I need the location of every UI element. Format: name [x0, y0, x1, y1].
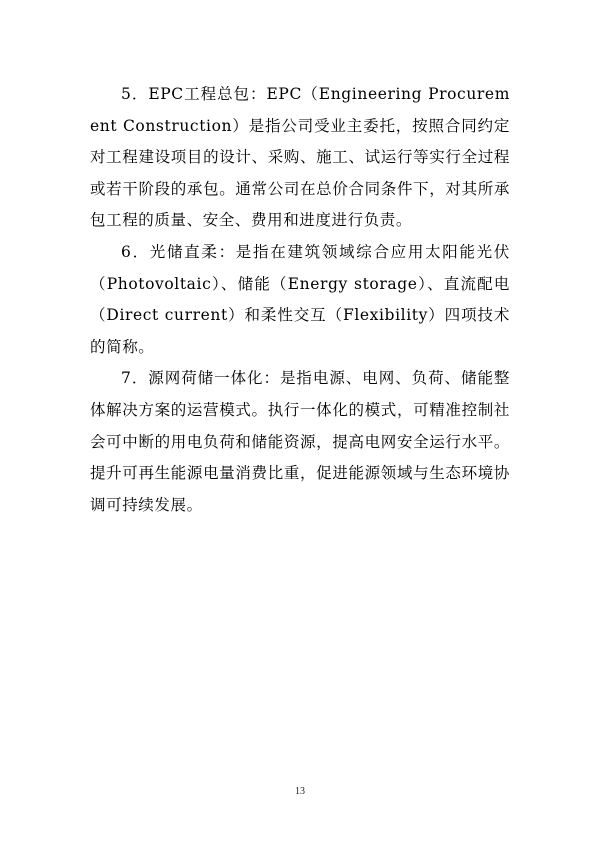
definition-source-grid-load-storage: 7．源网荷储一体化：是指电源、电网、负荷、储能整体解决方案的运营模式。执行一体化的模式，可精准控制社会可中断的用电负荷和储能资源，提高电网安全运行水平。提升可再生能源电量消费比重，促进能源领域与生态环境协调可持续发展。: [90, 369, 510, 514]
definitions-section: [90, 79, 510, 521]
page-number: 13: [295, 786, 305, 797]
definition-epc: 5．EPC工程总包：EPC（Engineering Procurement Construction）是指公司受业主委托，按照合同约定对工程建设项目的设计、采购、施工、试运行等实行全过程或若干阶段的承包。通常公司在总价合同条件下，对其所承包工程的质量、安全、费用和进度进行负责。: [90, 85, 510, 230]
definition-pedf: 6．光储直柔：是指在建筑领域综合应用太阳能光伏（Photovoltaic）、储能（Energy storage）、直流配电（Direct current）和柔性交互（Flexibility）四项技术的简称。: [90, 242, 510, 356]
